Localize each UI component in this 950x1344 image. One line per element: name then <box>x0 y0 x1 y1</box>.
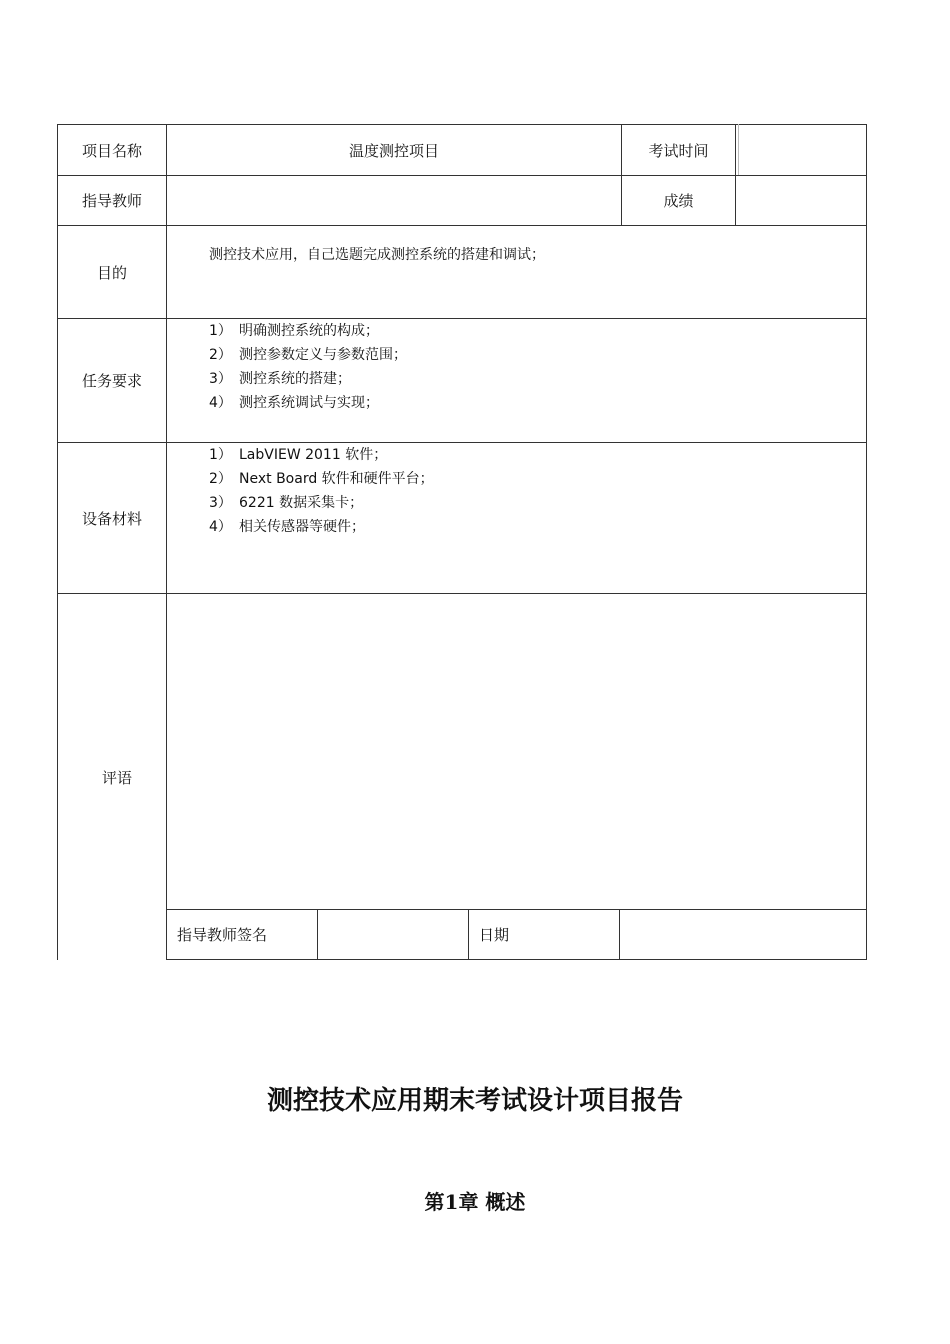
score-value <box>736 176 866 225</box>
table-border-right <box>866 124 867 960</box>
project-name-value: 温度测控项目 <box>348 141 439 160</box>
table-rule <box>57 442 867 443</box>
project-name-label: 项目名称 <box>81 141 142 160</box>
instructor-label: 指导教师 <box>81 192 142 210</box>
tasks-label: 任务要求 <box>81 372 142 390</box>
date-label: 日期 <box>479 926 510 944</box>
table-rule <box>619 909 620 960</box>
list-item: 1） LabVIEW 2011 软件； <box>209 447 388 463</box>
signature-label: 指导教师签名 <box>177 926 268 944</box>
list-item: 2） Next Board 软件和硬件平台； <box>209 471 434 487</box>
tasks-list <box>209 319 407 415</box>
list-item: 4） 相关传感器等硬件； <box>209 519 365 535</box>
table-border-bottom <box>166 959 867 960</box>
list-item: 3） 测控系统的搭建； <box>209 371 351 387</box>
instructor-value <box>167 176 621 225</box>
purpose-text: 测控技术应用，自己选题完成测控系统的搭建和调试； <box>209 247 545 263</box>
exam-time-label: 考试时间 <box>648 141 709 160</box>
purpose-label: 目的 <box>96 263 127 282</box>
table-rule <box>57 593 867 594</box>
chapter-heading: 第1章 概述 <box>424 1190 526 1214</box>
table-rule <box>57 318 867 319</box>
report-title: 测控技术应用期末考试设计项目报告 <box>266 1086 683 1116</box>
materials-list <box>209 443 434 539</box>
materials-label: 设备材料 <box>81 509 142 528</box>
list-item: 3） 6221 数据采集卡； <box>209 495 364 511</box>
table-rule <box>57 225 867 226</box>
list-item: 2） 测控参数定义与参数范围； <box>209 347 407 363</box>
exam-time-value <box>739 125 866 175</box>
table-rule <box>317 909 318 960</box>
list-item: 1） 明确测控系统的构成； <box>209 323 379 339</box>
comments-label: 评语 <box>101 768 132 787</box>
list-item: 4） 测控系统调试与实现； <box>209 395 379 411</box>
score-label: 成绩 <box>663 192 694 210</box>
